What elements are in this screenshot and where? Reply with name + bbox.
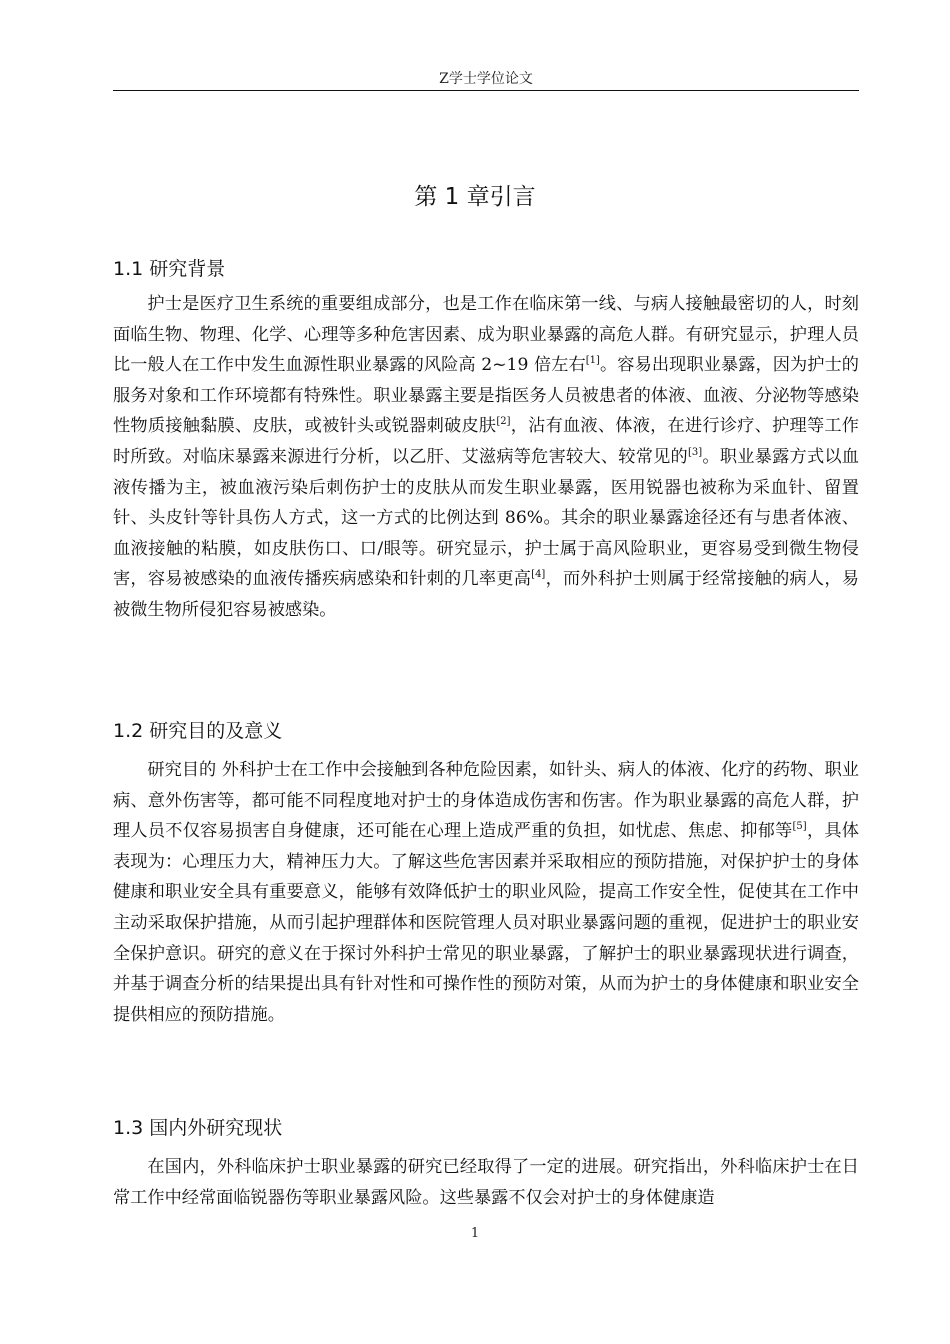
text-run: ，沾有血液、体液，在进行诊疗、护理等工作时所致。对临床暴露来源进行分析，以乙肝、艾滋病等危害较大、较常见的: [113, 416, 859, 467]
paragraph-research-background: [113, 289, 859, 626]
chapter-title: 第 1 章引言: [414, 184, 536, 210]
citation-ref: [5]: [792, 821, 807, 833]
citation-ref: [3]: [688, 446, 703, 458]
text-run: 研究目的 外科护士在工作中会接触到各种危险因素，如针头、病人的体液、化疗的药物、职业病、意外伤害等，都可能不同程度地对护士的身体造成伤害和伤害。作为职业暴露的高危人群，护理人员不仅容易损害自身健康，还可能在心理上造成严重的负担，如忧虑、焦虑、抑郁等: [113, 760, 859, 842]
citation-ref: [2]: [496, 416, 511, 428]
citation-ref: [4]: [531, 569, 546, 581]
text-run: ，具体表现为：心理压力大，精神压力大。了解这些危害因素并采取相应的预防措施，对保护护士的身体健康和职业安全具有重要意义，能够有效降低护士的职业风险，提高工作安全性，促使其在工作中主动采取保护措施，从而引起护理群体和医院管理人员对职业暴露问题的重视，促进护士的职业安全保护意识。研究的意义在于探讨外科护士常见的职业暴露，了解护士的职业暴露现状进行调查，并基于调查分析的结果提出具有针对性和可操作性的预防对策，从而为护士的身体健康和职业安全提供相应的预防措施。: [113, 821, 859, 1025]
page-number: 1: [470, 1226, 480, 1241]
citation-ref: [1]: [585, 355, 600, 367]
header-divider: [113, 90, 859, 91]
text-run: ，而外科护士则属于经常接触的病人，易被微生物所侵犯容易被感染。: [113, 569, 859, 620]
paragraph-research-purpose: [113, 755, 859, 1030]
paragraph-research-status: [113, 1152, 859, 1213]
section-heading-1-2: 1.2 研究目的及意义: [113, 720, 283, 742]
section-heading-1-3: 1.3 国内外研究现状: [113, 1117, 283, 1139]
text-run: 护士是医疗卫生系统的重要组成部分，也是工作在临床第一线、与病人接触最密切的人，时刻面临生物、物理、化学、心理等多种危害因素、成为职业暴露的高危人群。有研究显示，护理人员比一般人在工作中发生血源性职业暴露的风险高 2~19 倍左右: [113, 294, 859, 376]
page-header: Z学士学位论文: [439, 71, 533, 87]
text-run: 。容易出现职业暴露，因为护士的服务对象和工作环境都有特殊性。职业暴露主要是指医务人员被患者的体液、血液、分泌物等感染性物质接触黏膜、皮肤，或被针头或锐器刺破皮肤: [113, 355, 859, 437]
section-heading-1-1: 1.1 研究背景: [113, 258, 226, 280]
text-run: 。职业暴露方式以血液传播为主，被血液污染后刺伤护士的皮肤从而发生职业暴露，医用锐器也被称为采血针、留置针、头皮针等针具伤人方式，这一方式的比例达到 86%。其余的职业暴露途径还有与患者体液、血液接触的粘膜，如皮肤伤口、口/眼等。研究显示，护士属于高风险职业，更容易受到微生物侵害，容易被感染的血液传播疾病感染和针刺的几率更高: [113, 446, 859, 590]
text-run: 在国内，外科临床护士职业暴露的研究已经取得了一定的进展。研究指出，外科临床护士在日常工作中经常面临锐器伤等职业暴露风险。这些暴露不仅会对护士的身体健康造: [113, 1157, 859, 1208]
